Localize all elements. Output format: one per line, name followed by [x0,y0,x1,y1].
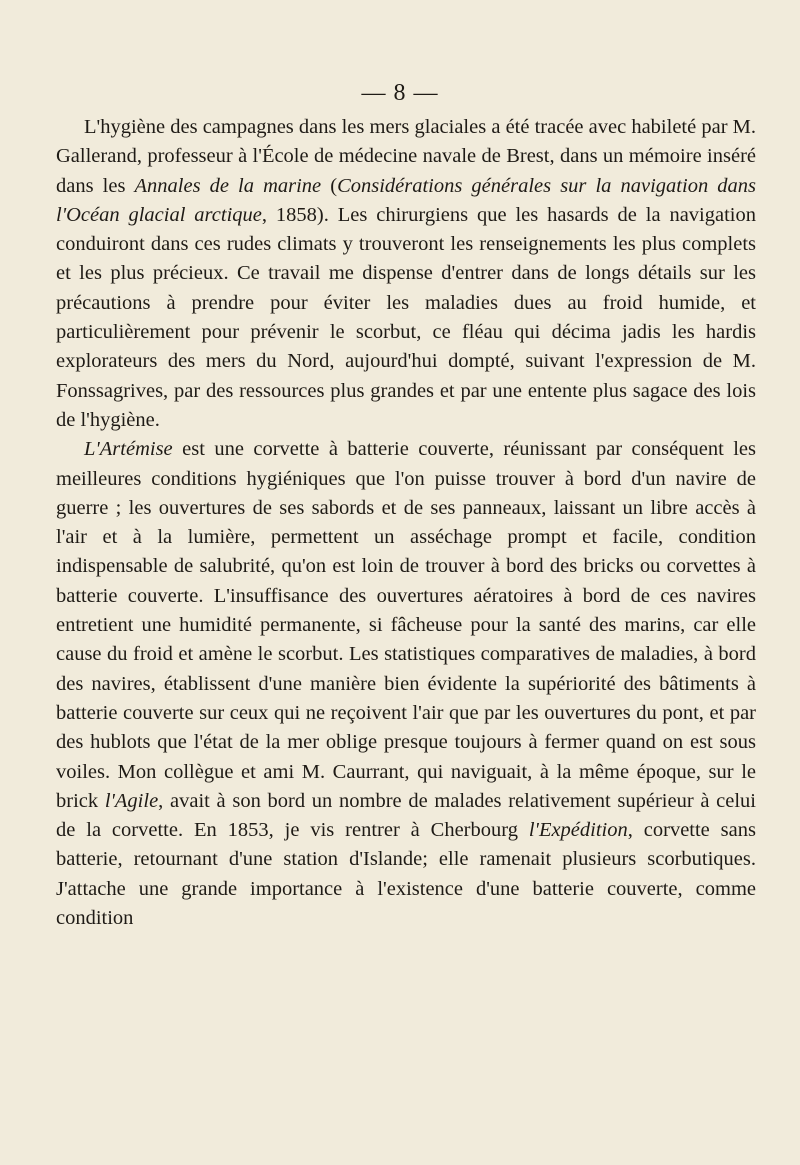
text-segment: , 1858). Les chirurgiens que les hasards de la navigation conduiront dans ces rudes climats y trouveront les renseignements les plus complets et les plus précieux. Ce travail me dispense d'entrer dans de longs détails sur les précautions à prendre pour éviter les maladies dues au froid humide, et particulièrement pour prévenir le scorbut, ce fléau qui décima jadis les hardis explorateurs des mers du Nord, aujourd'hui dompté, suivant l'expression de M. Fonssagrives, par des ressources plus grandes et par une entente plus sagace des lois de l'hygiène. [56,203,756,431]
journal-title: Annales de la marine [134,174,322,197]
memoir-title: Considérations générales sur la navigation dans l'Océan glacial arctique [56,174,756,226]
text-segment: , corvette sans batterie, retournant d'une station d'Islande; elle ramenait plusieurs scorbutiques. J'attache une grande importance à l'existence d'une batterie couverte, comme condition [56,819,756,930]
text-segment: , avait à son bord un nombre de malades relativement supérieur à celui de la corvette. En 1853, je vis rentrer à Cherbourg [56,789,756,842]
ship-name: l'Agile [104,789,159,812]
ship-name: l'Expédition [528,819,628,842]
body-text [56,113,756,933]
page-number: — 8 — [361,80,439,106]
paragraph-2 [56,435,756,933]
ship-name: L'Artémise [84,438,173,461]
text-segment: ( [321,174,338,197]
text-segment: L'hygiène des campagnes dans les mers glaciales a été tracée avec habileté par M. Gallerand, professeur à l'École de médecine navale de Brest, dans un mémoire inséré dans les [56,116,756,197]
text-segment: est une corvette à batterie couverte, réunissant par conséquent les meilleures conditions hygiéniques que l'on puisse trouver à bord d'un navire de guerre ; les ouvertures de ses sabords et de ses panneaux, laissant un libre accès à l'air et à la lumière, permettent un asséchage prompt et facile, condition indispensable de salubrité, qu'on est loin de trouver à bord des bricks ou corvettes à batterie couverte. L'insuffisance des ouvertures aératoires à bord de ces navires entretient une humidité permanente, si fâcheuse pour la santé des marins, car elle cause du froid et amène le scorbut. Les statistiques comparatives de maladies, à bord des navires, établissent d'une manière bien évidente la supériorité des bâtiments à batterie couverte sur ceux qui ne reçoivent l'air que par les ouvertures du pont, et par des hublots que l'état de la mer oblige presque toujours à fermer quand on est sous voiles. Mon collègue et ami M. Caurrant, qui naviguait, à la même époque, sur le brick [56,438,756,812]
paragraph-1 [56,113,756,435]
